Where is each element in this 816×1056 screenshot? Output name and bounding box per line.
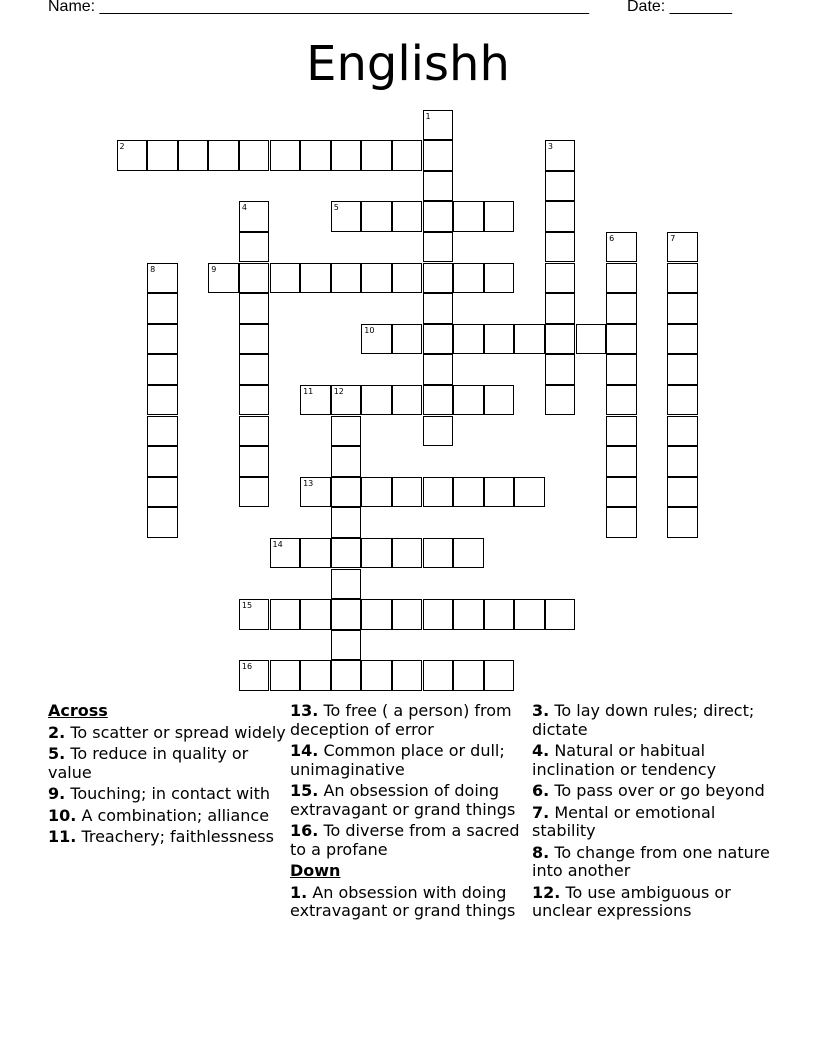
grid-cell[interactable] [331, 201, 362, 232]
grid-cell[interactable] [453, 660, 484, 691]
cell-number: 10 [364, 325, 375, 335]
across-clue [290, 782, 528, 819]
across-clue [48, 745, 286, 782]
cell-number: 4 [241, 203, 247, 213]
clue-text: A combination; alliance [81, 805, 270, 825]
clue-text: Touching; in contact with [70, 784, 271, 803]
grid-cell[interactable] [606, 324, 637, 355]
cell-number: 9 [211, 264, 217, 274]
grid-cell[interactable] [147, 354, 178, 385]
clue-text: An obsession with doing extravagant or grand things [290, 882, 516, 920]
clue-number: 15. [290, 781, 319, 800]
grid-cell[interactable] [147, 324, 178, 355]
grid-cell[interactable] [423, 263, 454, 294]
down-clue [532, 844, 770, 881]
grid-cell[interactable] [270, 599, 301, 630]
clue-number: 9. [48, 784, 66, 803]
clue-number: 3. [532, 701, 550, 720]
clue-text: Common place or dull; unimaginative [290, 741, 505, 779]
cell-number: 8 [150, 264, 156, 274]
grid-cell[interactable] [514, 324, 545, 355]
grid-cell[interactable] [300, 140, 331, 171]
grid-cell[interactable] [545, 324, 576, 355]
grid-cell[interactable] [331, 660, 362, 691]
clue-text: To use ambiguous or unclear expressions [532, 882, 731, 920]
across-clue [48, 785, 286, 804]
grid-cell[interactable] [331, 538, 362, 569]
grid-cell[interactable] [239, 477, 270, 508]
clue-number: 4. [532, 741, 550, 760]
grid-cell[interactable] [423, 538, 454, 569]
across-clue [48, 807, 286, 826]
grid-cell[interactable] [423, 660, 454, 691]
grid-cell[interactable] [545, 599, 576, 630]
down-clue [532, 804, 770, 841]
grid-cell[interactable] [453, 324, 484, 355]
grid-cell[interactable] [484, 599, 515, 630]
grid-cell[interactable] [392, 538, 423, 569]
across-clue [290, 822, 528, 859]
grid-cell[interactable] [331, 569, 362, 600]
clue-text: To lay down rules; direct; dictate [532, 701, 755, 739]
across-clue [48, 828, 286, 847]
grid-cell[interactable] [667, 324, 698, 355]
cell-number: 6 [609, 233, 615, 243]
grid-cell[interactable] [361, 324, 392, 355]
grid-cell[interactable] [208, 263, 239, 294]
clue-text: To free ( a person) from deception of error [290, 701, 512, 739]
grid-cell[interactable] [392, 263, 423, 294]
grid-cell[interactable] [239, 385, 270, 416]
clue-column-3 [532, 702, 770, 924]
grid-cell[interactable] [484, 201, 515, 232]
grid-cell[interactable] [545, 354, 576, 385]
grid-cell[interactable] [453, 201, 484, 232]
down-heading: Down [290, 861, 341, 880]
cell-number: 1 [425, 111, 431, 121]
grid-cell[interactable] [300, 385, 331, 416]
clue-text: To pass over or go beyond [554, 781, 765, 800]
grid-cell[interactable] [331, 630, 362, 661]
grid-cell[interactable] [606, 507, 637, 538]
grid-cell[interactable] [331, 263, 362, 294]
grid-cell[interactable] [545, 385, 576, 416]
across-heading: Across [48, 701, 108, 720]
grid-cell[interactable] [270, 660, 301, 691]
grid-cell[interactable] [423, 140, 454, 171]
grid-cell[interactable] [239, 263, 270, 294]
grid-cell[interactable] [239, 660, 270, 691]
grid-cell[interactable] [667, 293, 698, 324]
grid-cell[interactable] [545, 232, 576, 263]
clue-number: 1. [290, 882, 308, 902]
grid-cell[interactable] [208, 140, 239, 171]
grid-cell[interactable] [117, 140, 148, 171]
grid-cell[interactable] [147, 263, 178, 294]
grid-cell[interactable] [484, 660, 515, 691]
down-clue [532, 782, 770, 801]
grid-cell[interactable] [361, 201, 392, 232]
grid-cell[interactable] [361, 140, 392, 171]
name-field: Name: _______________________________________________________ [48, 0, 589, 15]
grid-cell[interactable] [423, 171, 454, 202]
clue-number: 12. [532, 882, 561, 902]
grid-cell[interactable] [423, 354, 454, 385]
grid-cell[interactable] [423, 232, 454, 263]
down-clue [290, 884, 528, 921]
grid-cell[interactable] [484, 263, 515, 294]
grid-cell[interactable] [392, 385, 423, 416]
down-clue [532, 702, 770, 739]
grid-cell[interactable] [270, 538, 301, 569]
grid-cell[interactable] [453, 385, 484, 416]
clue-column-2 [290, 702, 528, 924]
grid-cell[interactable] [331, 416, 362, 447]
clue-number: 10. [48, 805, 77, 825]
grid-cell[interactable] [606, 446, 637, 477]
clue-text: An obsession of doing extravagant or grand things [290, 781, 516, 819]
cell-number: 11 [303, 386, 314, 396]
grid-cell[interactable] [361, 599, 392, 630]
grid-cell[interactable] [147, 385, 178, 416]
grid-cell[interactable] [576, 324, 607, 355]
grid-cell[interactable] [392, 324, 423, 355]
grid-cell[interactable] [331, 446, 362, 477]
grid-cell[interactable] [484, 324, 515, 355]
grid-cell[interactable] [423, 416, 454, 447]
grid-cell[interactable] [545, 140, 576, 171]
grid-cell[interactable] [453, 538, 484, 569]
grid-cell[interactable] [453, 599, 484, 630]
grid-cell[interactable] [300, 477, 331, 508]
clue-number: 11. [48, 827, 77, 846]
cell-number: 5 [333, 203, 339, 213]
grid-cell[interactable] [545, 201, 576, 232]
clue-number: 16. [290, 821, 319, 840]
grid-cell[interactable] [392, 477, 423, 508]
grid-cell[interactable] [667, 385, 698, 416]
clue-number: 8. [532, 842, 550, 862]
grid-cell[interactable] [361, 385, 392, 416]
grid-cell[interactable] [392, 140, 423, 171]
grid-cell[interactable] [392, 201, 423, 232]
grid-cell[interactable] [667, 446, 698, 477]
grid-cell[interactable] [667, 507, 698, 538]
grid-cell[interactable] [606, 416, 637, 447]
grid-cell[interactable] [514, 477, 545, 508]
clue-number: 2. [48, 722, 66, 742]
grid-cell[interactable] [361, 263, 392, 294]
grid-cell[interactable] [545, 293, 576, 324]
grid-cell[interactable] [239, 599, 270, 630]
cell-number: 16 [241, 662, 253, 672]
grid-cell[interactable] [300, 538, 331, 569]
grid-cell[interactable] [239, 232, 270, 263]
clue-number: 14. [290, 741, 319, 760]
grid-cell[interactable] [147, 446, 178, 477]
grid-cell[interactable] [300, 263, 331, 294]
grid-cell[interactable] [300, 660, 331, 691]
grid-cell[interactable] [147, 477, 178, 508]
grid-cell[interactable] [667, 477, 698, 508]
grid-cell[interactable] [392, 660, 423, 691]
grid-cell[interactable] [392, 599, 423, 630]
grid-cell[interactable] [453, 263, 484, 294]
grid-cell[interactable] [239, 354, 270, 385]
grid-cell[interactable] [667, 416, 698, 447]
grid-cell[interactable] [239, 140, 270, 171]
date-field: Date: _______ [627, 0, 732, 15]
grid-cell[interactable] [178, 140, 209, 171]
grid-cell[interactable] [239, 293, 270, 324]
grid-cell[interactable] [606, 354, 637, 385]
grid-cell[interactable] [147, 293, 178, 324]
grid-cell[interactable] [606, 263, 637, 294]
clue-text: To diverse from a sacred to a profane [290, 821, 520, 859]
grid-cell[interactable] [331, 507, 362, 538]
cell-number: 14 [272, 539, 283, 549]
clue-text: To scatter or spread widely [70, 722, 286, 742]
grid-cell[interactable] [331, 140, 362, 171]
grid-cell[interactable] [667, 232, 698, 263]
across-clue [48, 724, 286, 743]
clue-text: Natural or habitual inclination or tendency [532, 741, 717, 779]
grid-cell[interactable] [239, 416, 270, 447]
grid-cell[interactable] [514, 599, 545, 630]
cell-number: 15 [241, 601, 253, 611]
grid-cell[interactable] [361, 660, 392, 691]
grid-cell[interactable] [331, 477, 362, 508]
clue-number: 7. [532, 802, 550, 822]
grid-cell[interactable] [667, 263, 698, 294]
clue-text: Mental or emotional stability [532, 802, 716, 840]
puzzle-title: Englishh [306, 36, 510, 92]
grid-cell[interactable] [331, 385, 362, 416]
grid-cell[interactable] [423, 599, 454, 630]
clue-text: To reduce in quality or value [48, 744, 249, 782]
grid-cell[interactable] [147, 140, 178, 171]
grid-cell[interactable] [239, 446, 270, 477]
down-clue [532, 742, 770, 779]
grid-cell[interactable] [423, 385, 454, 416]
grid-cell[interactable] [606, 477, 637, 508]
grid-cell[interactable] [239, 201, 270, 232]
grid-cell[interactable] [545, 263, 576, 294]
grid-cell[interactable] [270, 140, 301, 171]
grid-cell[interactable] [484, 385, 515, 416]
across-clue [290, 702, 528, 739]
grid-cell[interactable] [423, 201, 454, 232]
clue-text: Treachery; faithlessness [81, 827, 274, 846]
grid-cell[interactable] [300, 599, 331, 630]
grid-cell[interactable] [147, 507, 178, 538]
grid-cell[interactable] [361, 477, 392, 508]
clue-number: 13. [290, 701, 319, 720]
grid-cell[interactable] [147, 416, 178, 447]
grid-cell[interactable] [423, 324, 454, 355]
grid-cell[interactable] [361, 538, 392, 569]
cell-number: 13 [303, 478, 314, 488]
clue-number: 5. [48, 744, 66, 763]
grid-cell[interactable] [423, 477, 454, 508]
clue-column-1 [48, 702, 286, 850]
grid-cell[interactable] [331, 599, 362, 630]
grid-cell[interactable] [606, 385, 637, 416]
clue-text: To change from one nature into another [532, 842, 770, 880]
grid-cell[interactable] [667, 354, 698, 385]
grid-cell[interactable] [484, 477, 515, 508]
cell-number: 7 [670, 233, 676, 243]
grid-cell[interactable] [423, 293, 454, 324]
cell-number: 3 [547, 142, 553, 152]
grid-cell[interactable] [606, 232, 637, 263]
grid-cell[interactable] [270, 263, 301, 294]
grid-cell[interactable] [453, 477, 484, 508]
cell-number: 12 [333, 386, 344, 396]
across-clue [290, 742, 528, 779]
grid-cell[interactable] [239, 324, 270, 355]
grid-cell[interactable] [545, 171, 576, 202]
grid-cell[interactable] [606, 293, 637, 324]
clue-number: 6. [532, 781, 550, 800]
cell-number: 2 [119, 142, 125, 152]
grid-cell[interactable] [423, 110, 454, 141]
down-clue [532, 884, 770, 921]
